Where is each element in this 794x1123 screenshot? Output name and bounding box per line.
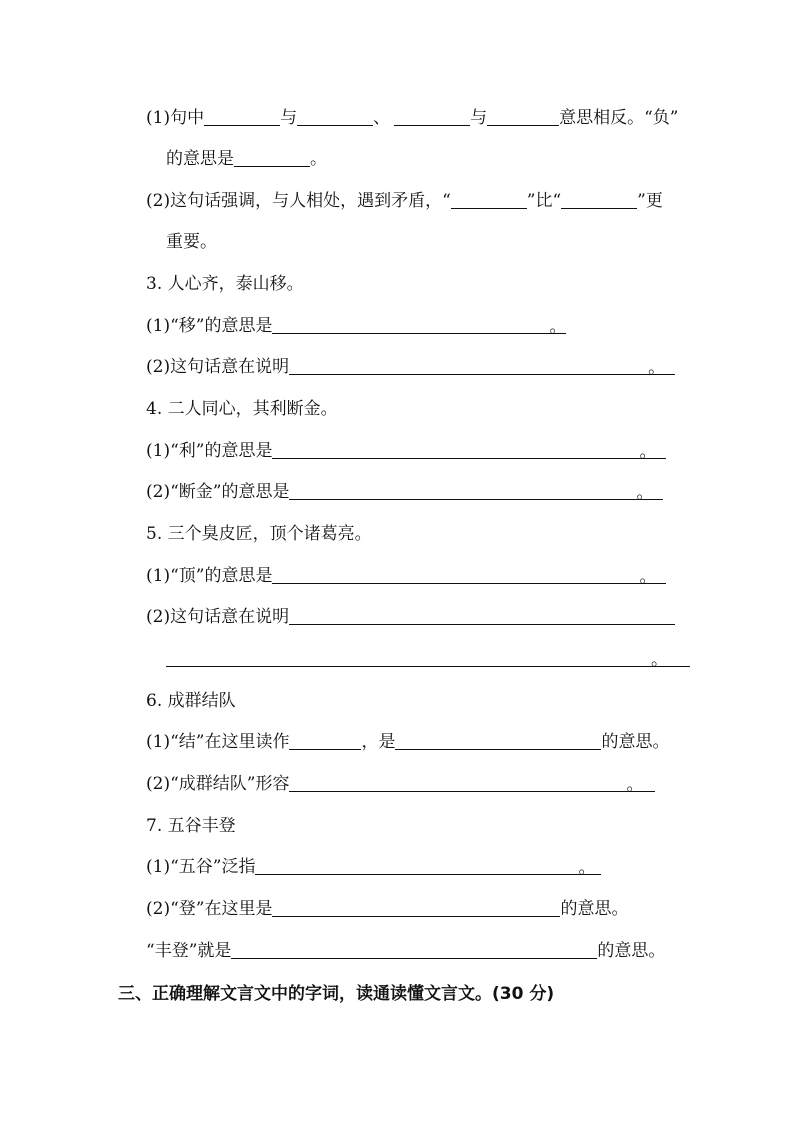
- answer-blank[interactable]: [297, 108, 373, 126]
- q5-part2-label: (2)这句话意在说明: [146, 607, 290, 627]
- q2-text: 意思相反。“负”: [559, 108, 679, 128]
- q6-title: 6. 成群结队: [146, 691, 236, 711]
- q7-part1-line: [146, 856, 601, 878]
- q7-part1-label: (1)“五谷”泛指: [146, 857, 256, 877]
- q7-text: 的意思。: [597, 941, 666, 961]
- answer-blank[interactable]: [231, 941, 597, 959]
- q6-part2-line: [146, 773, 655, 795]
- answer-blank[interactable]: [289, 732, 361, 750]
- answer-blank[interactable]: [272, 566, 666, 587]
- answer-blank[interactable]: [166, 649, 690, 670]
- q5-part2-line: [146, 606, 675, 628]
- q2-text: 与: [470, 108, 488, 128]
- period: 。: [651, 650, 668, 670]
- q7-text: 的意思。: [560, 899, 629, 919]
- answer-blank[interactable]: [234, 149, 310, 167]
- answer-blank[interactable]: [272, 316, 567, 337]
- period: 。: [648, 358, 666, 378]
- q6-part1-label: (1)“结”在这里读作: [146, 732, 290, 752]
- q2-text: 与: [280, 108, 298, 128]
- period: 。: [578, 858, 596, 878]
- q3-part1-line: [146, 315, 566, 337]
- q2-text: ”比“: [526, 191, 562, 211]
- answer-blank[interactable]: [289, 607, 675, 625]
- q4-part2-label: (2)“断金”的意思是: [146, 482, 290, 502]
- q3-part2-line: [146, 356, 675, 378]
- q5-part1-label: (1)“顶”的意思是: [146, 566, 273, 586]
- q6-part2-label: (2)“成群结队”形容: [146, 774, 290, 794]
- q2-part2-label: (2)这句话强调，与人相处，遇到矛盾，“: [146, 191, 451, 211]
- section-3-heading: 三、正确理解文言文中的字词，读通读懂文言文。(30 分): [118, 984, 555, 1004]
- q3-part1-label: (1)“移”的意思是: [146, 316, 273, 336]
- q6-text: 的意思。: [601, 732, 670, 752]
- q2-text: 。: [310, 149, 327, 169]
- q2-part1-line: [146, 107, 678, 129]
- period: 。: [636, 483, 654, 503]
- answer-blank[interactable]: [394, 108, 470, 126]
- q7-part2-label: (2)“登”在这里是: [146, 899, 273, 919]
- q4-part1-line: [146, 440, 666, 462]
- answer-blank[interactable]: [561, 191, 637, 209]
- q2-text: 、: [373, 108, 391, 128]
- q7-part3-line: [146, 940, 665, 962]
- q2-part1-line2: [166, 148, 327, 170]
- period: 。: [549, 317, 567, 337]
- q2-text: 的意思是: [166, 149, 234, 169]
- period: 。: [639, 567, 657, 587]
- answer-blank[interactable]: [451, 191, 527, 209]
- period: 。: [639, 442, 657, 462]
- q5-title: 5. 三个臭皮匠，顶个诸葛亮。: [146, 524, 372, 544]
- q6-text: ，是: [361, 732, 396, 752]
- q6-part1-line: [146, 731, 669, 753]
- answer-blank[interactable]: [289, 357, 675, 378]
- q2-part2-line: [146, 190, 663, 212]
- answer-blank[interactable]: [255, 857, 601, 878]
- answer-blank[interactable]: [289, 774, 655, 795]
- q2-part1-label: (1)句中: [146, 108, 205, 128]
- q2-text: ”更: [637, 191, 663, 211]
- answer-blank[interactable]: [272, 441, 666, 462]
- q5-part1-line: [146, 565, 666, 587]
- q4-title: 4. 二人同心，其利断金。: [146, 399, 338, 419]
- q4-part2-line: [146, 481, 663, 503]
- q4-part1-label: (1)“利”的意思是: [146, 441, 273, 461]
- answer-blank[interactable]: [395, 732, 601, 750]
- q7-title: 7. 五谷丰登: [146, 816, 236, 836]
- q3-part2-label: (2)这句话意在说明: [146, 357, 290, 377]
- period: 。: [626, 775, 644, 795]
- q5-part2-line2: [166, 648, 690, 670]
- q3-title: 3. 人心齐，泰山移。: [146, 274, 304, 294]
- answer-blank[interactable]: [204, 108, 280, 126]
- answer-blank[interactable]: [289, 482, 663, 503]
- q7-part3-label: “丰登”就是: [146, 941, 232, 961]
- q2-part2-line2: [166, 231, 217, 253]
- q2-text: 重要。: [166, 232, 217, 252]
- answer-blank[interactable]: [487, 108, 559, 126]
- answer-blank[interactable]: [272, 899, 560, 917]
- q7-part2-line: [146, 898, 628, 920]
